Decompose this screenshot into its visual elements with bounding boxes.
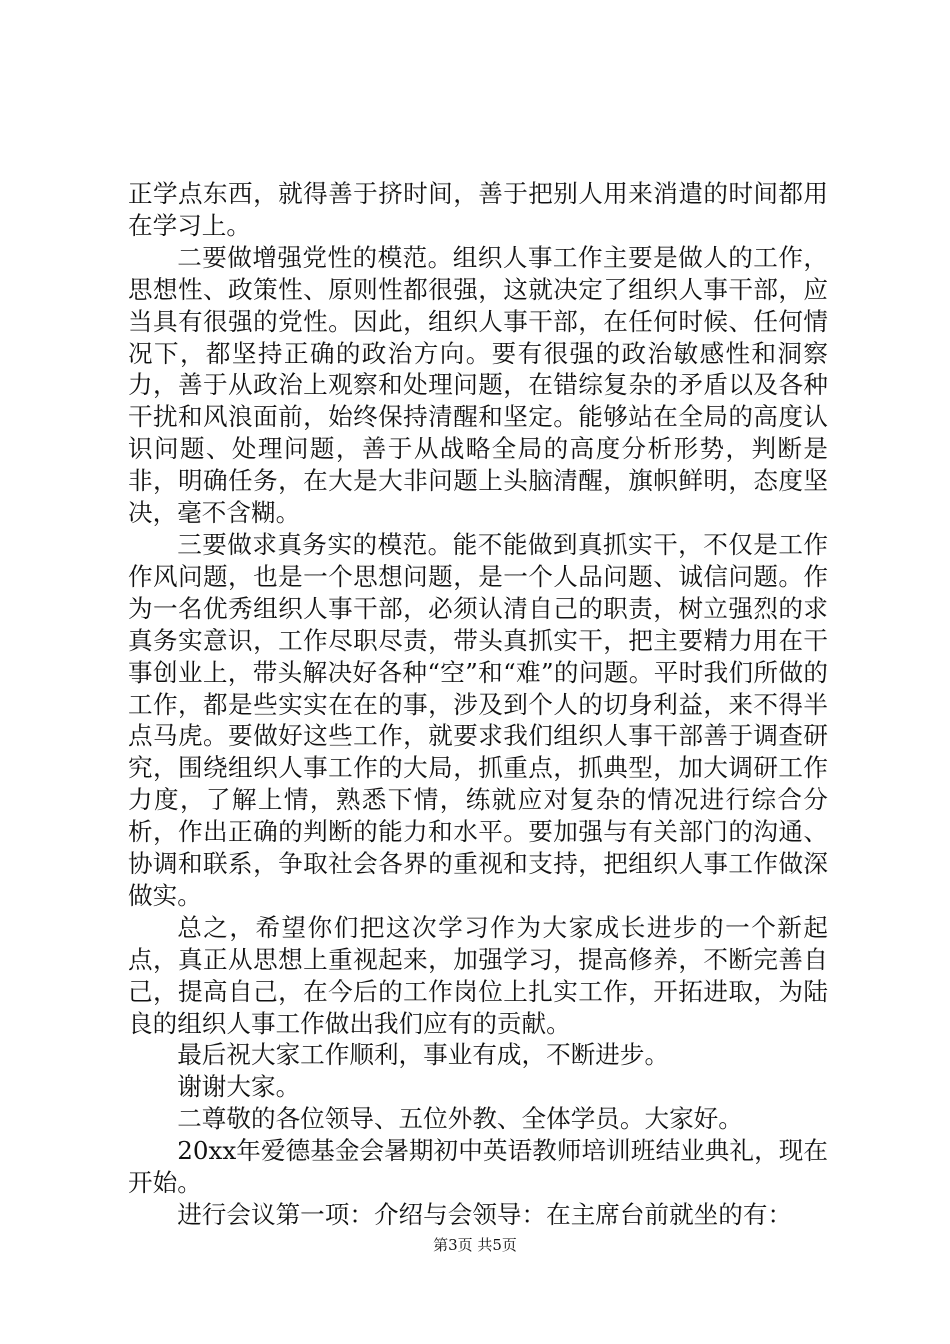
paragraph-4: 总之，希望你们把这次学习作为大家成长进步的一个新起点，真正从思想上重视起来，加强学习，提高修养，不断完善自己，提高自己，在今后的工作岗位上扎实工作，开拓进取，为陆良的组织人事工作做出我们应有的贡献。 bbox=[128, 912, 828, 1038]
paragraph-9: 进行会议第一项：介绍与会领导：在主席台前就坐的有： bbox=[177, 1200, 793, 1229]
paragraph-3: 三要做求真务实的模范。能不能做到真抓实干，不仅是工作作风问题，也是一个思想问题，是一个人品问题、诚信问题。作为一名优秀组织人事干部，必须认清自己的职责，树立强烈的求真务实意识，工作尽职尽责，带头真抓实干，把主要精力用在干事创业上，带头解决好各种“空”和“难”的问题。平时我们所做的工作，都是些实实在在的事，涉及到个人的切身利益，来不得半点马虎。要做好这些工作，就要求我们组织人事干部善于调查研究，围绕组织人事工作的大局，抓重点，抓典型，加大调研工作力度，了解上情，熟悉下情，练就应对复杂的情况进行综合分析，作出正确的判断的能力和水平。要加强与有关部门的沟通、协调和联系，争取社会各界的重视和支持，把组织人事工作做深做实。 bbox=[128, 529, 828, 910]
paragraph-1: 正学点东西，就得善于挤时间，善于把别人用来消遣的时间都用在学习上。 bbox=[128, 179, 828, 240]
paragraph-7: 二尊敬的各位领导、五位外教、全体学员。大家好。 bbox=[177, 1104, 743, 1134]
page-number-footer: 第3页 共5页 bbox=[433, 1236, 517, 1254]
paragraph-8: 20xx年爱德基金会暑期初中英语教师培训班结业典礼，现在开始。 bbox=[128, 1136, 828, 1198]
document-body bbox=[128, 178, 828, 1231]
paragraph-2: 二要做增强党性的模范。组织人事工作主要是做人的工作，思想性、政策性、原则性都很强，这就决定了组织人事干部，应当具有很强的党性。因此，组织人事干部，在任何时候、任何情况下，都坚持正确的政治方向。要有很强的政治敏感性和洞察力，善于从政治上观察和处理问题，在错综复杂的矛盾以及各种干扰和风浪面前，始终保持清醒和坚定。能够站在全局的高度认识问题、处理问题，善于从战略全局的高度分析形势，判断是非，明确任务，在大是大非问题上头脑清醒，旗帜鲜明，态度坚决，毫不含糊。 bbox=[128, 242, 828, 528]
paragraph-6: 谢谢大家。 bbox=[177, 1072, 301, 1102]
paragraph-5: 最后祝大家工作顺利，事业有成，不断进步。 bbox=[177, 1040, 670, 1070]
